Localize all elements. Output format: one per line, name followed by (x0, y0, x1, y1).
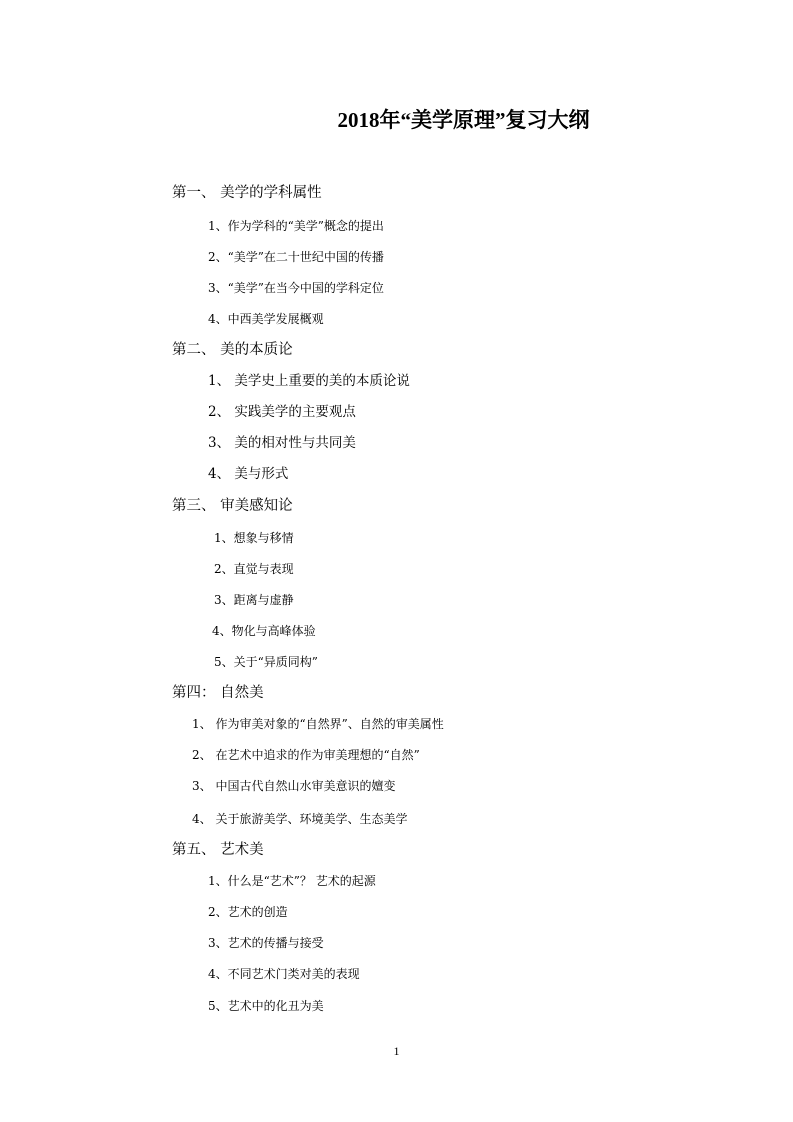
page-title: 2018年“美学原理”复习大纲 (337, 108, 590, 132)
list-item: 4、 关于旅游美学、环境美学、生态美学 (192, 812, 408, 826)
list-item: 5、艺术中的化丑为美 (208, 999, 324, 1013)
list-item: 2、直觉与表现 (214, 562, 294, 576)
list-item: 3、 中国古代自然山水审美意识的嬗变 (192, 779, 396, 793)
list-item: 3、艺术的传播与接受 (208, 936, 324, 950)
list-item: 4、中西美学发展概观 (208, 312, 324, 326)
section-heading: 第二、 美的本质论 (172, 342, 293, 358)
list-item: 4、 美与形式 (208, 466, 289, 482)
section-heading: 第四： 自然美 (172, 685, 264, 701)
list-item: 1、 作为审美对象的“自然界”、自然的审美属性 (192, 717, 444, 731)
list-item: 4、不同艺术门类对美的表现 (208, 967, 360, 981)
list-item: 1、想象与移情 (214, 531, 294, 545)
list-item: 3、距离与虚静 (214, 593, 294, 607)
list-item: 1、什么是“艺术”？ 艺术的起源 (208, 874, 376, 888)
list-item: 1、 美学史上重要的美的本质论说 (208, 373, 410, 389)
list-item: 2、 实践美学的主要观点 (208, 404, 356, 420)
list-item: 2、“美学”在二十世纪中国的传播 (208, 250, 384, 264)
list-item: 4、物化与高峰体验 (212, 624, 316, 638)
section-heading: 第五、 艺术美 (172, 842, 264, 858)
page-number: 1 (393, 1044, 400, 1058)
list-item: 2、艺术的创造 (208, 905, 288, 919)
section-heading: 第三、 审美感知论 (172, 498, 293, 514)
list-item: 3、“美学”在当今中国的学科定位 (208, 281, 384, 295)
list-item: 5、关于“异质同构” (214, 655, 318, 669)
list-item: 2、 在艺术中追求的作为审美理想的“自然” (192, 748, 420, 762)
section-heading: 第一、 美学的学科属性 (172, 185, 322, 201)
list-item: 1、作为学科的“美学”概念的提出 (208, 219, 384, 233)
list-item: 3、 美的相对性与共同美 (208, 435, 356, 451)
